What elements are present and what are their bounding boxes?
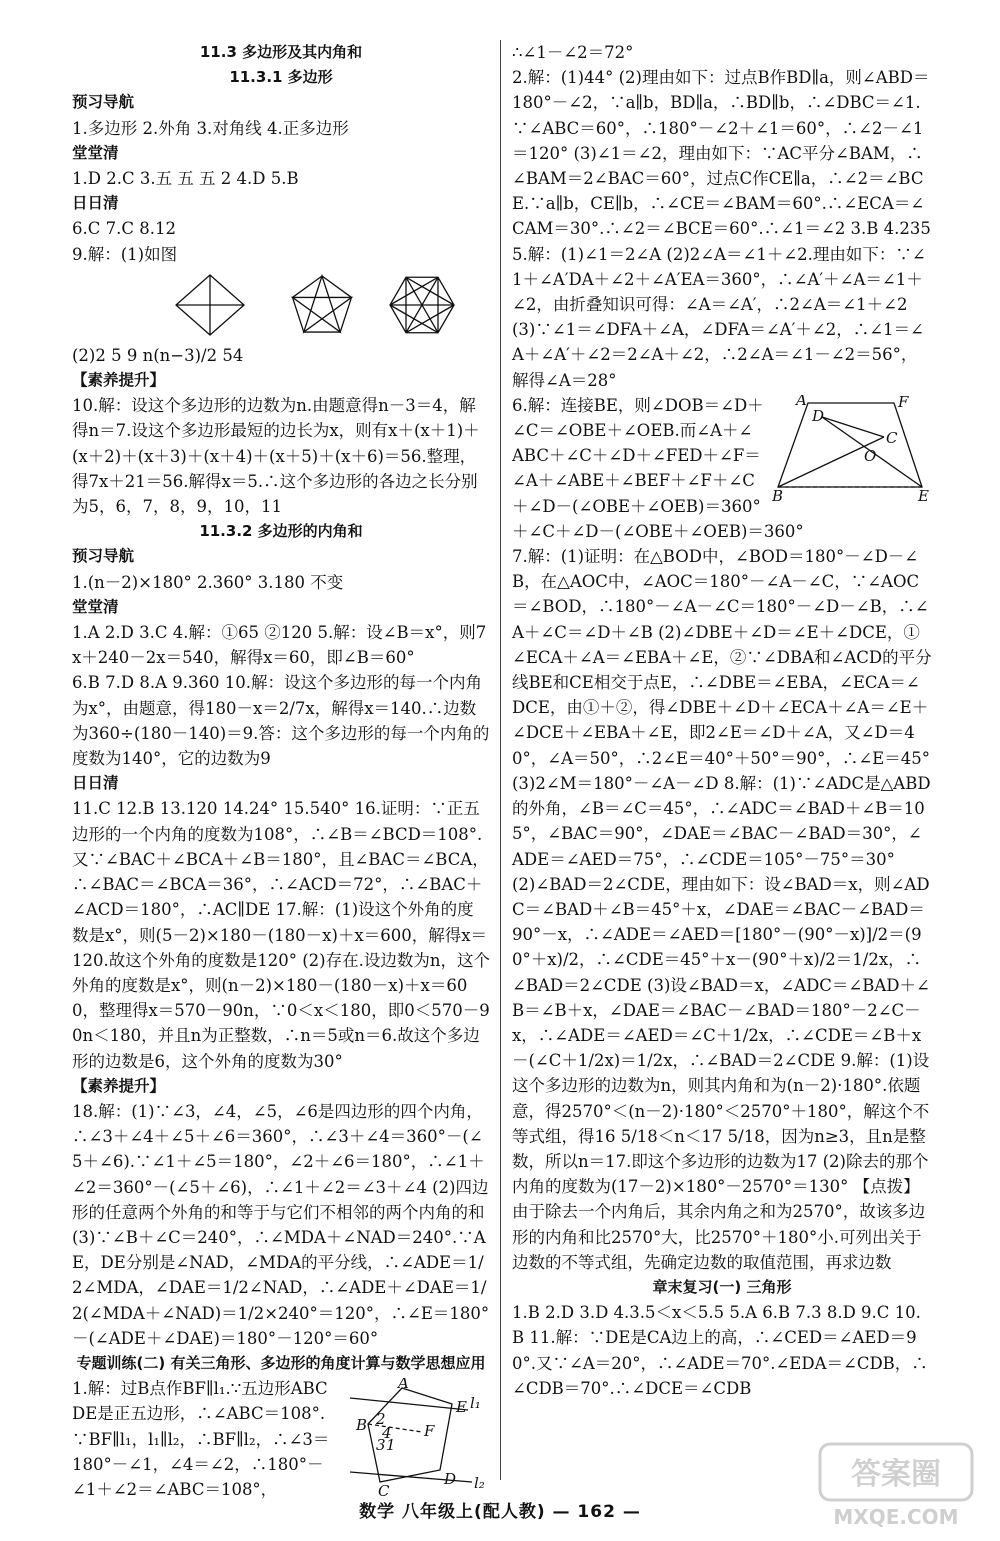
answer-text: 1.(n－2)×180° 2.360° 3.180 不变 [72,572,344,592]
label-angle-1: 1 [386,1436,396,1455]
answer-text: 1.多边形 2.外角 3.对角线 4.正多边形 [72,118,349,138]
label-D: D [812,406,825,425]
section-title: 专题训练(二) 有关三角形、多边形的角度计算与数学思想应用 [76,1353,486,1372]
answer-text: 6.C 7.C 8.12 [72,219,176,239]
answer-text: 6.B 7.D 8.A 9.360 10.解：设这个多边形的每一个内角为x°，由题意，得180－x＝2/7x，解得x＝140.∴边数为360÷(180－140)＝9.答：这个多边形的每一个内角的度数为140°，它的边数为9 [72,673,490,769]
polygon-diagonal-figures [172,271,472,339]
section-heading: 日日清 [72,774,119,793]
section-heading: 【素养提升】 [72,371,166,390]
answer-text: 6.解：连接BE，则∠DOB＝∠D＋∠C＝∠OBE＋∠OEB.而∠A＋∠ABC＋∠C＋∠D＋∠FED＋∠F＝∠A＋∠ABE＋∠BEF＋∠F＋∠C＋∠D－(∠OBE＋∠OEB)＝360°＋∠C＋∠D－(∠OBE＋∠OEB)＝360° [512,395,804,541]
answer-text: 1.解：过B点作BF∥l₁.∵五边形ABCDE是正五边形，∴∠ABC＝108°.∵BF∥l₁，l₁∥l₂，∴BF∥l₂，∴∠3＝180°－∠1，∠4＝∠2，∴180°－∠1＋∠2＝∠ABC＝108°， [72,1379,330,1499]
section-title: 11.3 多边形及其内角和 [199,43,363,61]
label-E: E [456,1398,467,1417]
answer-text: 11.C 12.B 13.120 14.24° 15.540° 16.证明：∵正五边形的一个内角的度数为108°，∴∠B＝∠BCD＝108°.又∵∠BAC＋∠BCA＋∠B＝180°，且∠BAC＝∠BCA，∴∠BAC＝∠BCA＝36°，∴∠ACD＝72°，∴∠BAC＋∠ACD＝180°，∴AC∥DE 17.解：(1)设这个外角的度数是x°，则(5－2)×180－(180－x)＋x＝600，解得x＝120.故这个外角的度数是120° (2)存在.设边数为n，这个外角的度数是x°，则(n－2)×180－(180－x)＋x＝600，整理得x＝570－90n，∵0＜x＜180，即0＜570－90n＜180，并且n为正整数，∴n＝5或n＝6.故这个多边形的边数是6，这个外角的度数为30° [72,799,490,1071]
answer-text: 1.B 2.D 3.D 4.3.5＜x＜5.5 5.A 6.B 7.3 8.D 9.C 10.B 11.解：∵DE是CA边上的高，∴∠CED＝∠AED＝90°.又∵∠A＝20°，∴∠ADE＝70°.∠EDA＝∠CDB，∴∠CDB＝70°.∴∠DCE＝∠CDB [512,1303,928,1398]
regular-pentagon-parallel-lines-figure [340,1378,490,1498]
label-C: C [378,1482,390,1499]
answer-text: 9.解：(1)如图 [72,244,178,264]
right-column [512,40,932,1401]
answer-text: 18.解：(1)∵∠3，∠4，∠5，∠6是四边形的四个内角，∴∠3＋∠4＋∠5＋∠6＝360°，∴∠3＋∠4＝360°－(∠5＋∠6).∵∠1＋∠5＝180°，∠2＋∠6＝180°，∴∠1＋∠2＝360°－(∠5＋∠6)，∴∠1＋∠2＝∠3＋∠4 (2)四边形的任意两个外角的和等于与它们不相邻的两个内角的和 (3)∵∠B＋∠C＝240°，∴∠MDA＋∠NAD＝240°.∵AE，DE分别是∠NAD，∠MDA的平分线，∴∠ADE＝1/2∠MDA，∠DAE＝1/2∠NAD，∴∠ADE＋∠DAE＝1/2(∠MDA＋∠NAD)＝1/2×240°＝120°，∴∠E＝180°－(∠ADE＋∠DAE)＝180°－120°＝60° [72,1101,490,1348]
label-O: O [864,446,877,465]
label-F: F [898,394,909,411]
section-heading: 堂堂清 [72,597,119,616]
section-heading: 堂堂清 [72,143,119,162]
section-heading: 日日清 [72,194,119,213]
answer-text: 1.D 2.C 3.五 五 五 2 4.D 5.B [72,169,299,189]
answer-text: ∴∠1－∠2＝72° [512,43,634,62]
svg-text:答案圈: 答案圈 [851,1457,941,1492]
section-title: 章末复习(一) 三角形 [652,1277,792,1296]
label-A: A [398,1378,409,1393]
answer-text: (2)2 5 9 n(n−3)/2 54 [72,345,244,365]
left-column [72,40,490,1502]
answer-text: 1.A 2.D 3.C 4.解：①65 ②120 5.解：设∠B＝x°，则7x＋240－2x＝540，解得x＝60，即∠B＝60° [72,623,487,668]
label-angle-3: 3 [376,1436,386,1455]
label-l2: l₂ [474,1474,485,1493]
answer-text: 10.解：设这个多边形的边数为n.由题意得n－3＝4，解得n＝7.设这个多边形最短的边长为x，则有x＋(x＋1)＋(x＋2)＋(x＋3)＋(x＋4)＋(x＋5)＋(x＋6)＝56.整理，得7x＋21＝56.解得x＝5.∴这个多边形的各边之长分别为5，6，7，8，9，10，11 [72,396,480,517]
label-A: A [796,394,807,409]
section-heading: 预习导航 [72,547,135,566]
answer-text: 2.解：(1)44° (2)理由如下：过点B作BD∥a，则∠ABD＝180°－∠2，∵a∥b，BD∥a，∴BD∥b，∴∠DBC＝∠1.∵∠ABC＝60°，∴180°－∠2＋∠1＝60°，∴∠2－∠1＝120° (3)∠1＝∠2，理由如下：∵AC平分∠BAM，∴∠BAM＝2∠BAC＝60°，过点C作CE∥a，∴∠2＝∠BCE.∵a∥b，CE∥b，∴∠CE＝∠BAM＝60°.∴∠ECA＝∠CAM＝30°.∴∠2＝∠BCE＝60°.∴∠1＝∠2 3.B 4.235 5.解：(1)∠1＝2∠A (2)2∠A＝∠1＋∠2.理由如下：∵∠1＋∠A′DA＋∠2＋∠A′EA＝360°，∴∠A′＋∠A＝∠1＋∠2，由折叠知识可得：∠A＝∠A′，∴2∠A＝∠1＋∠2 (3)∵∠1＝∠DFA＋∠A，∠DFA＝∠A′＋∠2，∴∠1＝∠A＋∠A′＋∠2＝2∠A＋∠2，∴2∠A＝∠1－∠2＝56°，解得∠A＝28° [512,68,931,390]
section-heading: 预习导航 [72,93,135,112]
label-angle-4: 4 [382,1424,392,1443]
watermark-logo [816,1440,976,1532]
label-D: D [444,1470,457,1489]
label-B: B [356,1416,368,1435]
column-divider [500,40,501,1480]
svg-text:MXQE.COM: MXQE.COM [833,1505,959,1529]
label-angle-2: 2 [376,1410,386,1429]
answer-text: 7.解：(1)证明：在△BOD中，∠BOD＝180°－∠D－∠B，在△AOC中，∠AOC＝180°－∠A－∠C，∵∠AOC＝∠BOD，∴180°－∠A－∠C＝180°－∠D－∠B，∴∠A＋∠C＝∠D＋∠B (2)∠DBE＋∠D＝∠E＋∠DCE，①∠ECA＋∠A＝∠EBA＋∠E，②∵∠DBA和∠ACD的平分线BE和CE相交于点E，∴∠DBE＝∠EBA，∠ECA＝∠DCE，由①＋②，得∠DBE＋∠D＋∠ECA＋∠A＝∠E＋∠DCE＋∠EBA＋∠E，即2∠E＝∠D＋∠A，又∠D＝40°，∠A＝50°，∴2∠E＝40°＋50°＝90°，∴∠E＝45° (3)2∠M＝180°－∠A－∠D 8.解：(1)∵∠ADC是△ABD的外角，∠B＝∠C＝45°，∴∠ADC＝∠BAD＋∠B＝105°，∠BAC＝90°，∠DAE＝∠BAC－∠BAD＝30°，∠ADE＝∠AED＝75°，∴∠CDE＝105°－75°＝30° [512,547,932,869]
label-B: B [772,486,784,505]
label-l1: l₁ [470,1394,481,1413]
trapezoid-angle-sum-figure [772,395,932,505]
section-title: 11.3.1 多边形 [229,68,333,87]
page-footer: 数学 八年级上(配人教) — 162 — [359,1502,641,1522]
answer-text: (2)∠BAD＝2∠CDE，理由如下：设∠BAD＝x，则∠ADC＝∠BAD＋∠B＝45°＋x，∠DAE＝∠BAC－∠BAD＝90°－x，∴∠ADE＝∠AED＝[180°－(90°－x)]/2＝(90°＋x)/2，∴∠CDE＝45°＋x－(90°＋x)/2＝1/2x，∴∠BAD＝2∠CDE (3)设∠BAD＝x，∠ADC＝∠BAD＋∠B＝∠B＋x，∠DAE＝∠BAC－∠BAD＝180°－2∠C－x，∴∠ADE＝∠AED＝∠C＋1/2x，∴∠CDE＝∠B＋x－(∠C＋1/2x)＝1/2x，∴∠BAD＝2∠CDE 9.解：(1)设这个多边形的边数为n，则其内角和为(n－2)·180°.依题意，得2570°＜(n－2)·180°＜2570°＋180°，解这个不等式组，得16 5/18＜n＜17 5/18，因为n≥3，且n是整数，所以n＝17.即这个多边形的边数为17 (2)除去的那个内角的度数为(17－2)×180°－2570°＝130° 【点拨】由于除去一个内角后，其余内角之和为2570°，故该多边形的内角和比2570°大，比2570°＋180°小.可列出关于边数的不等式组，先确定边数的取值范围，再求边数 [512,874,930,1272]
section-heading: 【素养提升】 [72,1076,166,1095]
label-C: C [886,428,898,447]
section-title: 11.3.2 多边形的内角和 [199,522,363,541]
label-F: F [424,1422,435,1441]
label-E: E [918,486,929,505]
